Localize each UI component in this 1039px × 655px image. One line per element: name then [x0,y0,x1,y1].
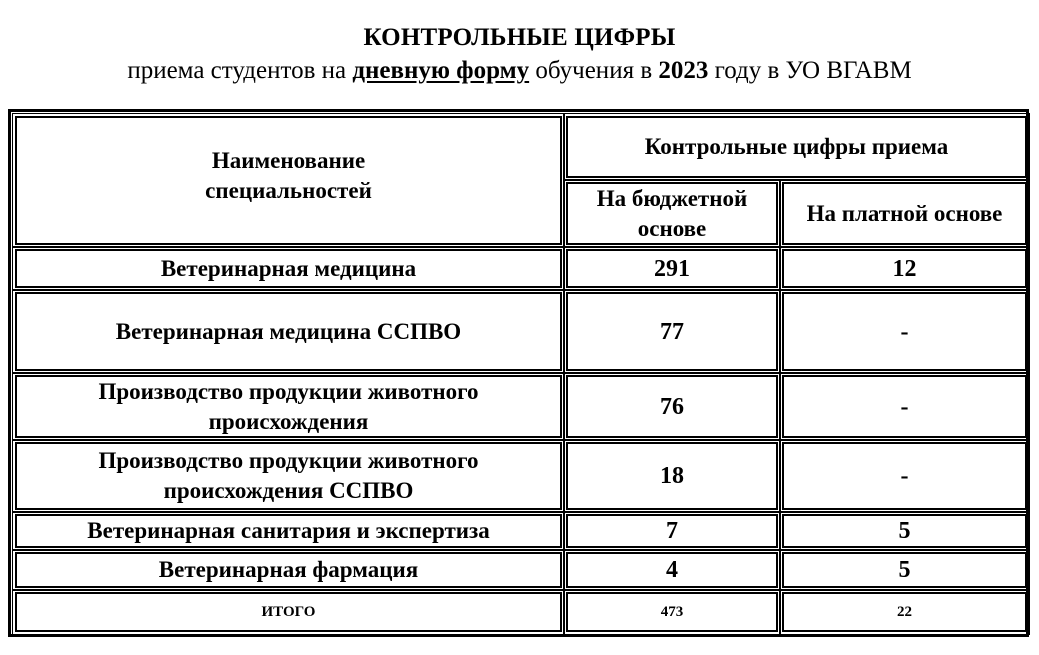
table-row-name [15,249,562,288]
row-budget-value: 77 [660,318,684,345]
row-name-text: Ветеринарная фармация [158,557,419,582]
total-label-text: ИТОГО [261,604,316,620]
row-name-text: Ветеринарная санитария и экспертиза [87,518,490,543]
admission-table [8,109,1029,637]
table-row-name [15,514,562,548]
total-row-label [15,592,562,632]
total-row-budget [566,592,778,632]
header-specialty [15,116,562,245]
table-row-paid [782,442,1027,510]
header-paid-label: На платной основе [806,200,1003,226]
row-paid-value: 5 [898,518,911,544]
row-name-text: Производство продукции животного происхождения ССПВО [98,448,479,503]
row-budget-value: 7 [666,518,678,544]
total-row-paid [782,592,1027,632]
header-admission-figures-label: Контрольные цифры приема [644,134,949,159]
row-budget-value: 18 [660,463,684,489]
table-row-budget [566,292,778,371]
row-budget-value: 291 [654,255,690,282]
row-budget-value: 4 [666,557,678,583]
header-budget [566,182,778,245]
table-row-paid [782,552,1027,588]
row-name-text: Производство продукции животного происхождения [98,378,479,434]
table-row-paid [782,249,1027,288]
document-title: КОНТРОЛЬНЫЕ ЦИФРЫ [363,24,676,51]
header-paid [782,182,1027,245]
table-row-budget [566,442,778,510]
table-row-budget [566,514,778,548]
header-admission-figures [566,116,1027,178]
total-paid-value: 22 [897,604,912,620]
row-paid-value: - [900,393,909,420]
row-paid-value: - [900,463,909,489]
subtitle-part3: году в УО ВГАВМ [708,57,912,84]
subtitle-year: 2023 [658,57,709,84]
total-budget-value: 473 [660,604,684,620]
table-row-paid [782,292,1027,371]
document-subtitle [0,54,1039,88]
row-paid-value: 5 [898,557,911,583]
table-row-name [15,442,562,510]
header-budget-label: На бюджетной основе [596,185,748,241]
table-row-name [15,552,562,588]
table-row-paid [782,514,1027,548]
subtitle-part1: приема студентов на [127,57,353,84]
row-paid-value: 12 [892,255,917,282]
table-row-name [15,375,562,438]
document-heading [0,22,1039,88]
header-specialty-label: Наименование специальностей [205,147,372,203]
row-name-text: Ветеринарная медицина [160,255,417,281]
subtitle-part2: обучения в [529,57,659,84]
table-row-name [15,292,562,371]
subtitle-form: дневную форму [352,57,530,84]
table-row-paid [782,375,1027,438]
row-name-text: Ветеринарная медицина ССПВО [115,318,462,344]
row-budget-value: 76 [660,393,684,420]
table-row-budget [566,249,778,288]
table-row-budget [566,552,778,588]
table-row-budget [566,375,778,438]
row-paid-value: - [900,318,909,345]
